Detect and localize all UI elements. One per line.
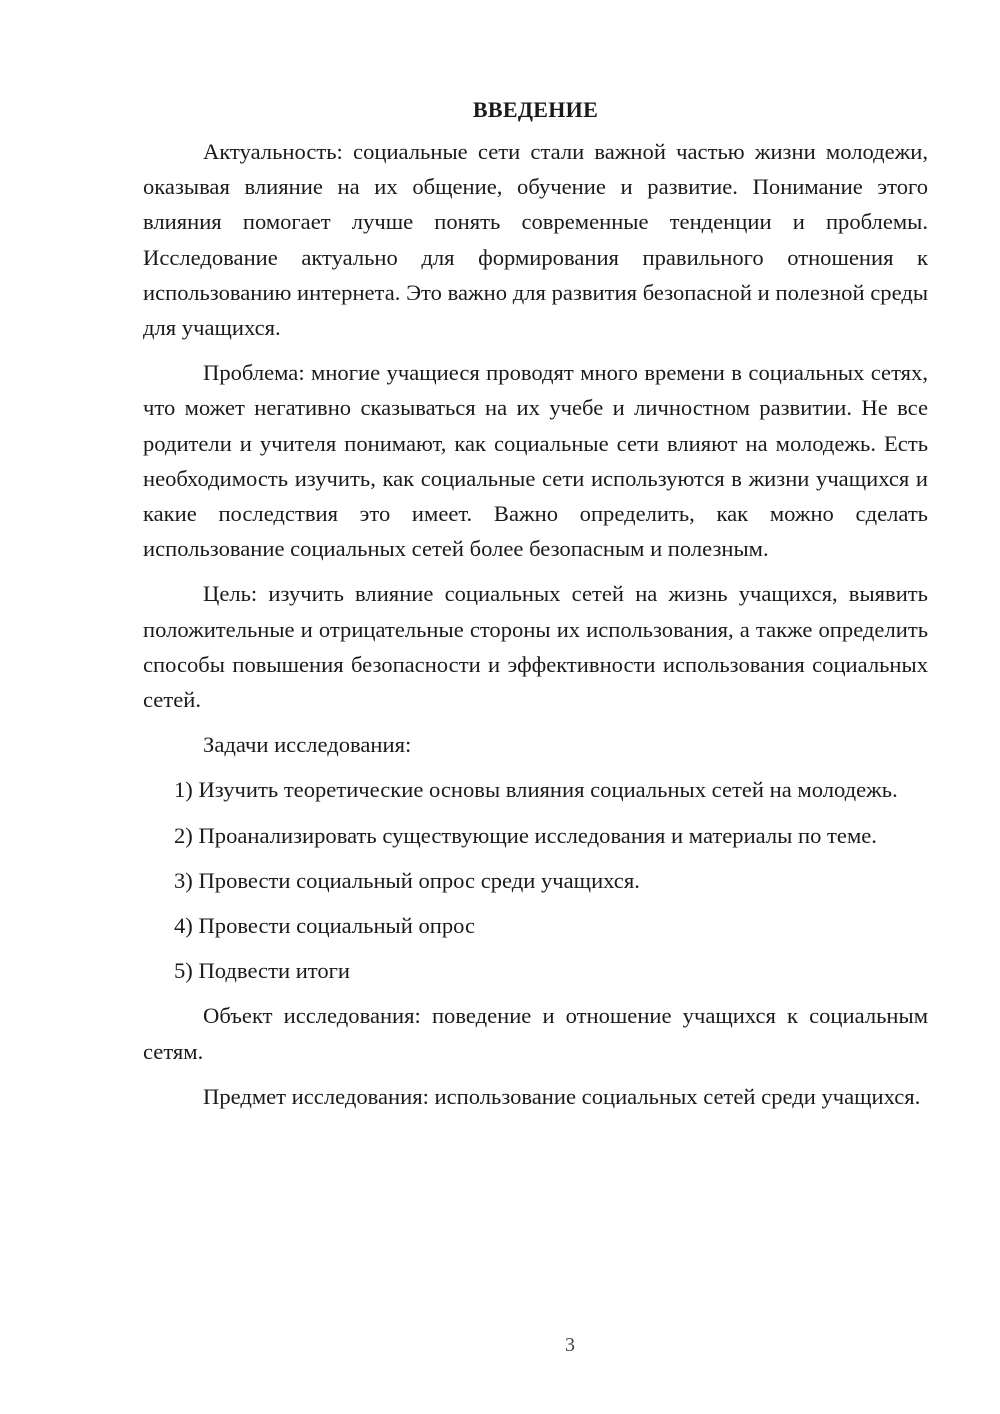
task-item-3: 3) Провести социальный опрос среди учащихся. (174, 867, 640, 893)
task-item-2: 2) Проанализировать существующие исследования и материалы по теме. (174, 822, 877, 848)
tasks-heading: Задачи исследования: (203, 732, 412, 758)
paragraph-object: Объект исследования: поведение и отношение учащихся к социальным сетям. (143, 1003, 928, 1064)
task-item-4: 4) Провести социальный опрос (174, 913, 476, 939)
paragraph-goal: Цель: изучить влияние социальных сетей на жизнь учащихся, выявить положительные и отрицательные стороны их использования, а также определить способы повышения безопасности и эффективности использования социальных сетей. (143, 581, 928, 713)
document-body (143, 92, 928, 1124)
task-item-5: 5) Подвести итоги (174, 958, 351, 984)
section-title: ВВЕДЕНИЕ (472, 97, 599, 122)
paragraph-subject: Предмет исследования: использование социальных сетей среди учащихся. (203, 1083, 921, 1109)
page-number: 3 (565, 1334, 575, 1356)
paragraph-relevance: Актуальность: социальные сети стали важной частью жизни молодежи, оказывая влияние на их общение, обучение и развитие. Понимание этого влияния помогает лучше понять современные тенденции и проблемы. Исследование актуально для формирования правильного отношения к использованию интернета. Это важно для развития безопасной и полезной среды для учащихся. (143, 139, 928, 341)
paragraph-problem: Проблема: многие учащиеся проводят много времени в социальных сетях, что может негативно сказываться на их учебе и личностном развитии. Не все родители и учителя понимают, как социальные сети влияют на молодежь. Есть необходимость изучить, как социальные сети используются в жизни учащихся и какие последствия это имеет. Важно определить, как можно сделать использование социальных сетей более безопасным и полезным. (143, 360, 928, 562)
task-item-1: 1) Изучить теоретические основы влияния социальных сетей на молодежь. (174, 777, 898, 803)
